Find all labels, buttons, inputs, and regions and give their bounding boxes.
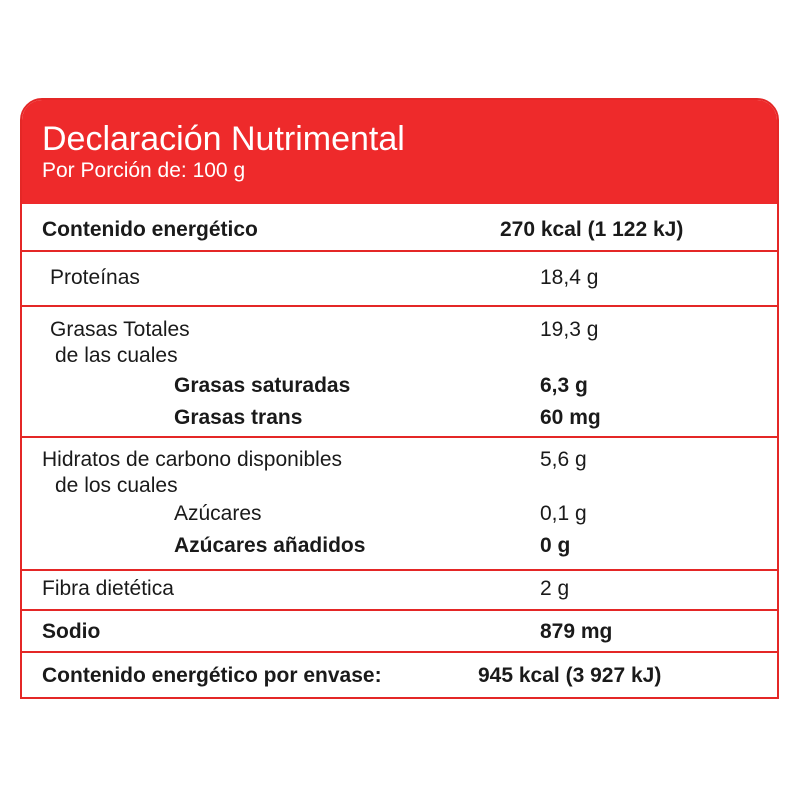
energy-per-package-label: Contenido energético por envase: (42, 664, 382, 687)
fat-total-value: 19,3 g (540, 318, 599, 341)
saturated-fat-value: 6,3 g (540, 374, 588, 397)
sugars-label: Azúcares (174, 502, 262, 525)
protein-value: 18,4 g (540, 266, 599, 289)
sodium-label: Sodio (42, 620, 101, 643)
nutrition-facts-table (20, 98, 779, 699)
carbs-value: 5,6 g (540, 448, 587, 471)
table-title: Declaración Nutrimental (42, 120, 405, 158)
fiber-value: 2 g (540, 577, 570, 600)
fat-sublabel: de las cuales (55, 344, 178, 367)
carbs-label: Hidratos de carbono disponibles (42, 448, 343, 471)
saturated-fat-label: Grasas saturadas (174, 374, 351, 397)
table-header (22, 100, 777, 204)
row-divider (22, 609, 777, 611)
added-sugars-value: 0 g (540, 534, 571, 557)
row-divider (22, 305, 777, 307)
added-sugars-label: Azúcares añadidos (174, 534, 366, 557)
trans-fat-value: 60 mg (540, 406, 601, 429)
row-divider (22, 436, 777, 438)
row-divider (22, 569, 777, 571)
energy-per-package-value: 945 kcal (3 927 kJ) (478, 664, 662, 687)
sodium-value: 879 mg (540, 620, 613, 643)
fiber-label: Fibra dietética (42, 577, 174, 600)
sugars-value: 0,1 g (540, 502, 587, 525)
carbs-sublabel: de los cuales (55, 474, 178, 497)
protein-label: Proteínas (50, 266, 140, 289)
row-divider (22, 651, 777, 653)
serving-size: Por Porción de: 100 g (42, 159, 246, 182)
trans-fat-label: Grasas trans (174, 406, 303, 429)
energy-value: 270 kcal (1 122 kJ) (500, 218, 684, 241)
row-divider (22, 250, 777, 252)
energy-label: Contenido energético (42, 218, 258, 241)
fat-total-label: Grasas Totales (50, 318, 190, 341)
